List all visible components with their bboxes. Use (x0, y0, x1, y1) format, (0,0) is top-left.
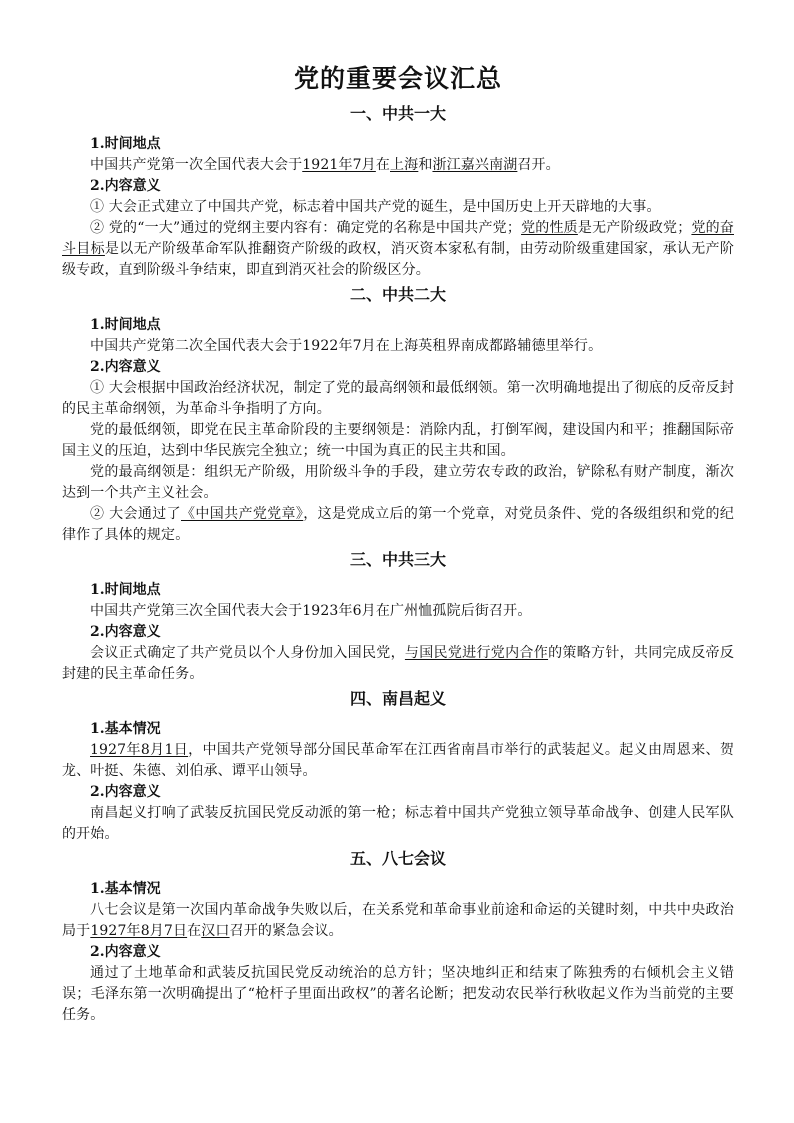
paragraph: ① 大会正式建立了中国共产党，标志着中国共产党的诞生，是中国历史上开天辟地的大事。 (90, 199, 661, 215)
paragraph: 中国共产党第三次全国代表大会于1923年6月在广州恤孤院后街召开。 (90, 603, 532, 619)
paragraph: 通过了土地革命和武装反抗国民党反动统治的总方针；坚决地纠正和结束了陈独秀的右倾机会主义错误；毛泽东第一次明确提出了“枪杆子里面出政权”的著名论断；把发动农民举行秋收起义作为当前党的主要任务。 (62, 965, 734, 1023)
paragraph: ① 大会根据中国政治经济状况，制定了党的最高纲领和最低纲领。第一次明确地提出了彻底的反帝反封的民主革命纲领，为革命斗争指明了方向。 (62, 380, 734, 417)
underlined-text: 党的奋斗目标 (62, 220, 734, 257)
section-heading: 五、八七会议 (349, 849, 446, 868)
subheading: 1.基本情况 (90, 721, 161, 737)
subheading: 2.内容意义 (90, 178, 161, 194)
underlined-text: 浙江嘉兴南湖 (432, 157, 518, 173)
text-run: 八七会议是第一次国内革命战争失败以后，在关系党和革命事业前途和命运的关键时刻，中共中央政治局于 (62, 902, 734, 939)
subheading: 1.时间地点 (90, 317, 161, 333)
text-run: ，中国共产党领导部分国民革命军在江西省南昌市举行的武装起义。起义由周恩来、贺龙、叶挺、朱德、刘伯承、谭平山领导。 (62, 742, 734, 779)
paragraph (62, 155, 734, 176)
underlined-text: 与国民党进行党内合作 (404, 645, 549, 661)
paragraph (62, 740, 734, 782)
subheading: 1.时间地点 (90, 582, 161, 598)
section-1 (62, 103, 734, 281)
paragraph (62, 900, 734, 942)
subheading: 1.基本情况 (90, 881, 161, 897)
document-title: 党的重要会议汇总 (293, 64, 502, 93)
text-run: 在 (375, 157, 390, 173)
paragraph (62, 643, 734, 685)
subheading: 2.内容意义 (90, 944, 161, 960)
underlined-text: 1927年8月7日 (90, 923, 188, 939)
text-run: 会议正式确定了共产党员以个人身份加入国民党， (90, 645, 405, 661)
paragraph: 党的最低纲领，即党在民主革命阶段的主要纲领是：消除内乱，打倒军阀，建设国内和平；推翻国际帝国主义的压迫，达到中华民族完全独立；统一中国为真正的民主共和国。 (62, 422, 734, 459)
paragraph (62, 504, 734, 546)
paragraph: 南昌起义打响了武装反抗国民党反动派的第一枪；标志着中国共产党独立领导革命战争、创建人民军队的开始。 (62, 805, 734, 842)
text-run: 是以无产阶级革命军队推翻资产阶级的政权，消灭资本家私有制，由劳动阶级重建国家，承认无产阶级专政，直到阶级斗争结束，即直到消灭社会的阶级区分。 (62, 241, 734, 278)
document-page (62, 62, 734, 1026)
section-2 (62, 284, 734, 546)
text-run: ，这是党成立后的第一个党章，对党员条件、党的各级组织和党的纪律作了具体的规定。 (62, 506, 734, 543)
underlined-text: 《中国共产党党章》 (181, 506, 304, 522)
subheading: 2.内容意义 (90, 784, 161, 800)
subheading: 1.时间地点 (90, 136, 161, 152)
section-4 (62, 688, 734, 845)
underlined-text: 1927年8月1日 (90, 742, 189, 758)
underlined-text: 汉口 (201, 923, 230, 939)
text-run: ② 党的“一大”通过的党纲主要内容有：确定党的名称是中国共产党； (90, 220, 522, 236)
text-run: 和 (418, 157, 433, 173)
text-run: ② 大会通过了 (90, 506, 181, 522)
section-heading: 二、中共二大 (349, 285, 446, 304)
underlined-text: 上海 (390, 157, 419, 173)
subheading: 2.内容意义 (90, 359, 161, 375)
section-heading: 一、中共一大 (349, 104, 446, 123)
section-heading: 三、中共三大 (349, 550, 446, 569)
section-3 (62, 549, 734, 685)
section-5 (62, 848, 734, 1026)
text-run: 的策略方针，共同完成反帝反封建的民主革命任务。 (62, 645, 735, 682)
text-run: 是无产阶级政党； (577, 220, 692, 236)
text-run: 召开的紧急会议。 (229, 923, 343, 939)
text-run: 召开。 (517, 157, 560, 173)
underlined-text: 党的性质 (521, 220, 578, 236)
paragraph: 党的最高纲领是：组织无产阶级，用阶级斗争的手段，建立劳农专政的政治，铲除私有财产制度，渐次达到一个共产主义社会。 (62, 464, 734, 501)
underlined-text: 1921年7月 (302, 157, 376, 173)
paragraph: 中国共产党第二次全国代表大会于1922年7月在上海英租界南成都路辅德里举行。 (90, 338, 603, 354)
text-run: 中国共产党第一次全国代表大会于 (90, 157, 303, 173)
text-run: 在 (187, 923, 202, 939)
paragraph (62, 218, 734, 281)
subheading: 2.内容意义 (90, 624, 161, 640)
section-heading: 四、南昌起义 (349, 689, 446, 708)
